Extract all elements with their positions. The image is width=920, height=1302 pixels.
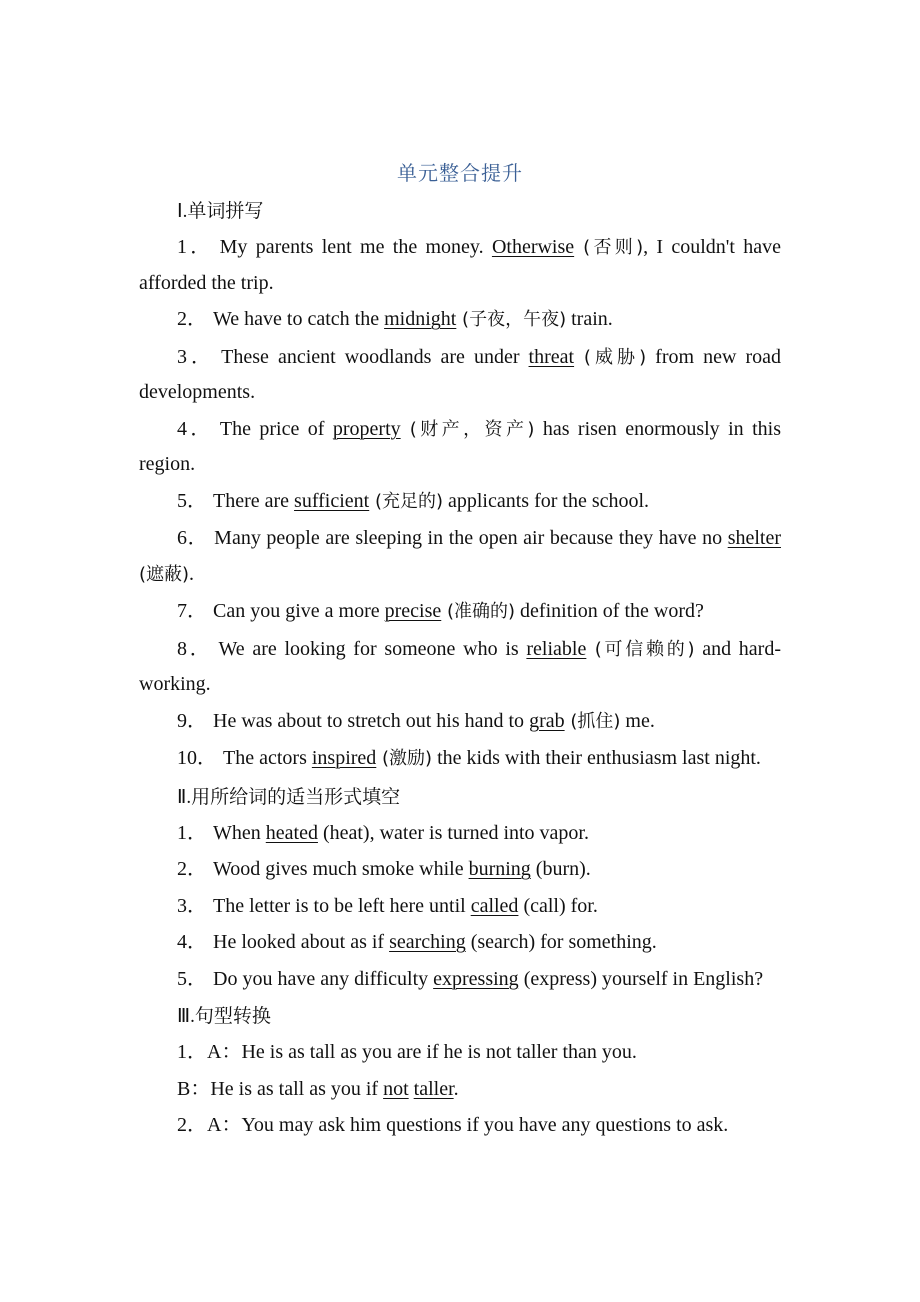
hint: (遮蔽) [139,563,190,585]
answer-blank: threat [528,345,575,368]
item-text: When [213,821,266,844]
section-heading-2 [139,779,781,816]
answer-blank: searching [389,931,466,953]
section-title: 句型转换 [194,1005,271,1027]
hint: (准确的) [441,601,516,622]
item-number: 1． [177,1041,207,1063]
answer-blank: expressing [433,967,519,990]
exercise-item [139,412,781,482]
item-text: . [189,562,195,585]
answer-blank: reliable [526,637,587,660]
item-number: 3． [177,894,207,917]
item-number: 7． [177,600,207,622]
item-text: Can you give a more [213,600,385,622]
hint: (否则) [574,237,644,258]
item-number: 4． [177,931,207,953]
section-title: 用所给词的适当形式填空 [191,785,401,808]
answer-blank: precise [384,600,442,622]
item-number: 10． [177,747,217,769]
exercise-item [139,594,781,630]
item-text: for something. [535,931,657,953]
item-number: 2． [177,858,207,880]
item-text: We have to catch the [213,308,385,330]
item-text: He is as tall as you if [210,1077,384,1100]
item-text: My parents lent me the money. [219,236,492,258]
exercise-item [139,340,781,410]
answer-blank: midnight [384,308,457,330]
exercise-item [139,889,781,924]
exercise-item [139,852,781,887]
item-text: yourself in English? [597,967,764,990]
exercise-item [139,632,781,702]
item-text: The letter is to be left here until [213,894,471,917]
item-text: for. [565,894,598,917]
exercise-item [139,230,781,300]
item-text: me. [620,709,655,732]
answer-blank: sufficient [294,489,370,512]
item-text: The actors [223,747,312,769]
item-number: 1． [177,236,214,258]
answer-blank: shelter [727,527,781,549]
item-text: These ancient woodlands are under [221,345,529,368]
answer-blank: property [332,417,401,440]
item-text: There are [213,489,295,512]
item-number: 5． [177,967,207,990]
exercise-item [139,704,781,740]
answer-blank: grab [529,709,565,732]
item-text: definition of the word? [515,600,704,622]
hint: (call) [518,894,566,917]
answer-blank: called [470,894,519,917]
answer-blank: not [383,1077,409,1100]
hint: (威胁) [574,346,647,368]
item-text: The price of [219,417,333,440]
answer-blank: heated [265,821,318,844]
section-numeral: Ⅰ. [177,201,188,222]
exercise-item-b [139,1072,781,1107]
item-number: 4． [177,417,214,440]
exercise-item [139,741,781,777]
item-text: from new road developments. [139,345,782,403]
page-title: 单元整合提升 [397,161,523,185]
item-text: Wood gives much smoke while [213,858,469,880]
sentence-label: A： [207,1041,242,1063]
section-numeral: Ⅱ. [177,786,192,808]
sentence-label: B： [177,1077,211,1100]
hint: (抓住) [564,710,621,732]
exercise-item [139,484,781,520]
item-text: and hard-working. [139,637,781,695]
item-text: He is as tall as you are if he is not taller than you. [241,1041,637,1063]
hint: (子夜，午夜) [456,309,567,330]
hint: (express) [518,967,597,990]
section-heading-1 [139,193,781,230]
answer-blank: taller [413,1077,454,1100]
item-text: has risen enormously in this region. [139,417,781,475]
hint: (激励) [376,748,433,769]
item-text: applicants for the school. [443,489,650,512]
exercise-item [139,302,781,338]
hint: (可信赖的) [586,638,695,660]
sentence-label: A： [207,1114,242,1136]
item-number: 2． [177,1114,207,1136]
exercise-item [139,962,781,997]
item-number: 3． [177,345,216,368]
item-text: the kids with their enthusiasm last night. [432,747,761,769]
item-text: He was about to stretch out his hand to [213,709,530,732]
item-text: We are looking for someone who is [218,637,527,660]
exercise-item [139,816,781,851]
section-title: 单词拼写 [187,200,264,222]
item-text: You may ask him questions if you have any questions to ask. [241,1114,729,1136]
section-numeral: Ⅲ. [177,1006,195,1027]
hint: (财产，资产) [400,418,535,440]
item-text: He looked about as if [213,931,390,953]
item-text: , water is turned into vapor. [369,821,589,844]
item-text: . [453,1077,459,1100]
hint: (burn) [530,858,586,880]
exercise-item-a [139,1108,781,1143]
item-text: train. [566,308,613,330]
section-heading-3 [139,998,781,1035]
item-text: . [585,858,591,880]
hint: (search) [465,931,536,953]
exercise-item [139,521,781,592]
item-text: Do you have any difficulty [213,967,434,990]
answer-blank: Otherwise [491,236,575,258]
item-number: 6． [177,527,209,549]
hint: (充足的) [369,490,443,512]
item-number: 9． [177,709,207,732]
item-text: , I couldn't have afforded the trip. [139,236,782,294]
exercise-item [139,925,781,960]
answer-blank: inspired [311,747,377,769]
hint: (heat) [317,821,370,844]
item-number: 2． [177,308,207,330]
item-number: 1． [177,821,207,844]
item-text: Many people are sleeping in the open air because they have no [214,527,728,549]
item-number: 8． [177,637,213,660]
exercise-item-a [139,1035,781,1070]
answer-blank: burning [468,858,531,880]
document-page [139,155,781,1145]
item-number: 5． [177,489,207,512]
